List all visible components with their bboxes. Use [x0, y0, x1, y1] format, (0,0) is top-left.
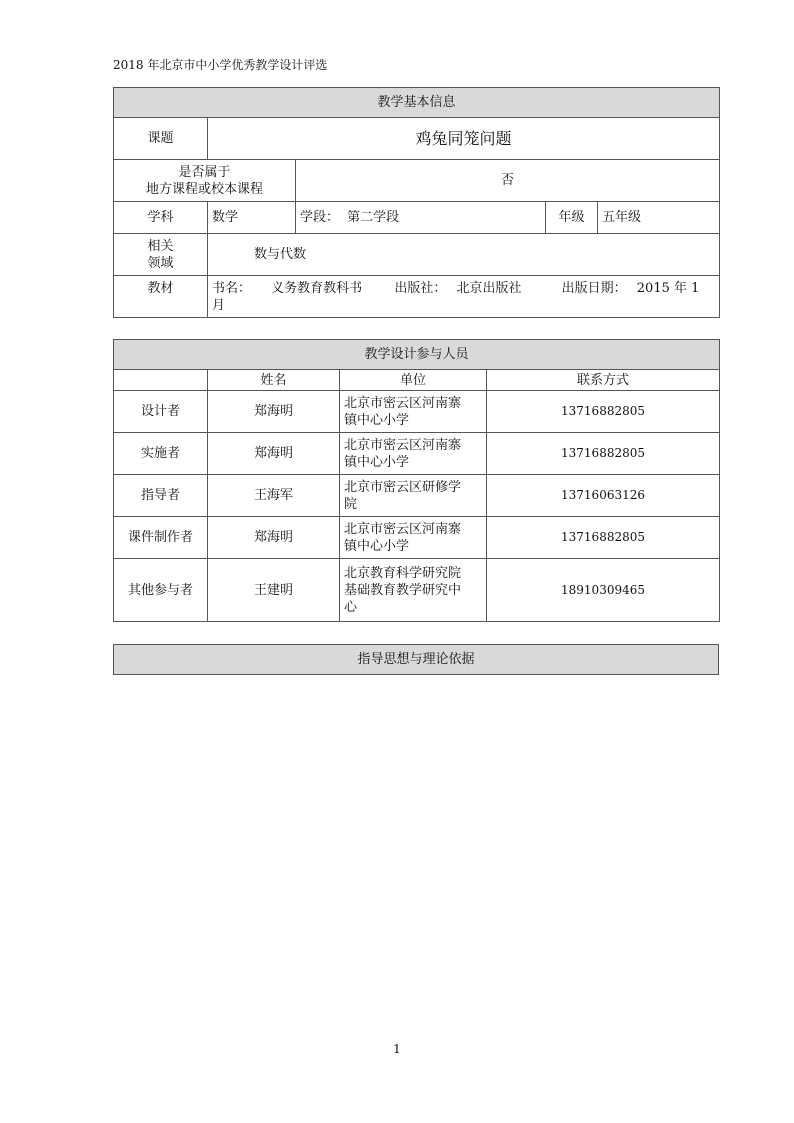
basic-info-title: 教学基本信息 [114, 88, 720, 118]
unit-line: 北京市密云区研修学 [344, 479, 462, 495]
stage-value: 第二学段 [347, 210, 400, 225]
role-cell: 指导者 [114, 475, 208, 517]
book-label: 书名： [212, 281, 252, 296]
name-cell: 王建明 [208, 559, 340, 622]
table-row [114, 391, 720, 433]
publisher-label: 出版社： [394, 281, 447, 296]
role-cell: 其他参与者 [114, 559, 208, 622]
basic-info-table [113, 87, 720, 318]
name-cell: 郑海明 [208, 517, 340, 559]
col-header-role [114, 370, 208, 391]
area-label-line2: 领域 [147, 255, 174, 271]
guidance-table [113, 644, 719, 675]
table-row [114, 433, 720, 475]
date-continuation: 月 [212, 298, 226, 313]
grade-label: 年级 [546, 202, 598, 234]
unit-line: 镇中心小学 [344, 538, 410, 554]
unit-cell [340, 391, 487, 433]
page-number: 1 [393, 1042, 401, 1056]
publisher-value: 北京出版社 [456, 281, 522, 296]
unit-line: 北京市密云区河南寨 [344, 521, 462, 537]
area-value: 数与代数 [208, 234, 720, 276]
unit-line: 院 [344, 496, 358, 512]
participants-table [113, 339, 720, 622]
subject-value: 数学 [208, 202, 296, 234]
unit-line: 北京市密云区河南寨 [344, 395, 462, 411]
name-cell: 郑海明 [208, 433, 340, 475]
book-value: 义务教育教科书 [271, 281, 363, 296]
phone-cell: 13716063126 [487, 475, 720, 517]
name-cell: 郑海明 [208, 391, 340, 433]
table-row [114, 475, 720, 517]
area-label [114, 234, 208, 276]
grade-value: 五年级 [598, 202, 720, 234]
table-row [114, 559, 720, 622]
col-header-name: 姓名 [208, 370, 340, 391]
participants-title: 教学设计参与人员 [114, 340, 720, 370]
local-course-label [114, 160, 296, 202]
subject-label: 学科 [114, 202, 208, 234]
unit-line: 镇中心小学 [344, 412, 410, 428]
phone-cell: 18910309465 [487, 559, 720, 622]
unit-line: 北京教育科学研究院 [344, 565, 462, 581]
col-header-unit: 单位 [340, 370, 487, 391]
guidance-title: 指导思想与理论依据 [114, 645, 719, 675]
role-cell: 设计者 [114, 391, 208, 433]
phone-cell: 13716882805 [487, 517, 720, 559]
role-cell: 实施者 [114, 433, 208, 475]
name-cell: 王海军 [208, 475, 340, 517]
unit-cell [340, 475, 487, 517]
unit-cell [340, 517, 487, 559]
document-header: 2018 年北京市中小学优秀教学设计评选 [113, 58, 328, 72]
phone-cell: 13716882805 [487, 391, 720, 433]
topic-value: 鸡兔同笼问题 [208, 118, 720, 160]
unit-line: 镇中心小学 [344, 454, 410, 470]
stage-label: 学段： [300, 210, 340, 225]
date-value: 2015 年 1 [636, 281, 700, 296]
role-cell: 课件制作者 [114, 517, 208, 559]
local-course-label-line2: 地方课程或校本课程 [145, 181, 263, 197]
local-course-value: 否 [296, 160, 720, 202]
col-header-contact: 联系方式 [487, 370, 720, 391]
local-course-label-line1: 是否属于 [178, 164, 231, 180]
unit-line: 基础教育教学研究中 [344, 582, 462, 598]
textbook-label: 教材 [114, 276, 208, 318]
unit-line: 心 [344, 599, 358, 615]
area-label-line1: 相关 [147, 238, 174, 254]
topic-label: 课题 [114, 118, 208, 160]
unit-line: 北京市密云区河南寨 [344, 437, 462, 453]
unit-cell [340, 433, 487, 475]
stage-cell [296, 202, 546, 234]
unit-cell [340, 559, 487, 622]
phone-cell: 13716882805 [487, 433, 720, 475]
date-label: 出版日期： [561, 281, 627, 296]
textbook-info [208, 276, 720, 318]
table-row [114, 517, 720, 559]
